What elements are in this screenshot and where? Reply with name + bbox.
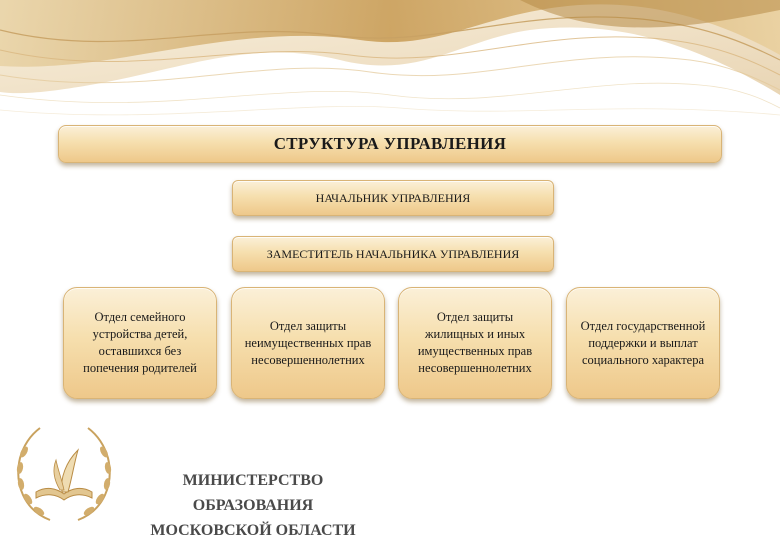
head-box-text: НАЧАЛЬНИК УПРАВЛЕНИЯ: [315, 190, 471, 205]
structure-title-text: СТРУКТУРА УПРАВЛЕНИЯ: [273, 134, 507, 153]
head-box: [232, 180, 554, 216]
unit-label: Отдел государственной поддержки и выплат социального характера: [580, 318, 706, 367]
ministry-name-line2: МОСКОВСКОЙ ОБЛАСТИ: [150, 522, 356, 539]
unit-family-placement: [63, 287, 217, 399]
unit-label: Отдел семейного устройства детей, оставшихся без попечения родителей: [83, 310, 197, 375]
unit-housing-property-rights: [398, 287, 552, 399]
unit-state-support-payments: [566, 287, 720, 399]
ministry-emblem-icon: [10, 422, 118, 530]
deputy-box: [232, 236, 554, 272]
unit-label: Отдел защиты неимущественных прав несовершеннолетних: [244, 318, 372, 367]
deputy-box-text: ЗАМЕСТИТЕЛЬ НАЧАЛЬНИКА УПРАВЛЕНИЯ: [266, 246, 520, 261]
ministry-name: [128, 468, 378, 543]
structure-title: [58, 125, 722, 163]
unit-label: Отдел защиты жилищных и иных имущественных прав несовершеннолетних: [417, 310, 533, 375]
unit-non-property-rights: [231, 287, 385, 399]
ministry-name-line1: МИНИСТЕРСТВО ОБРАЗОВАНИЯ: [182, 472, 324, 514]
